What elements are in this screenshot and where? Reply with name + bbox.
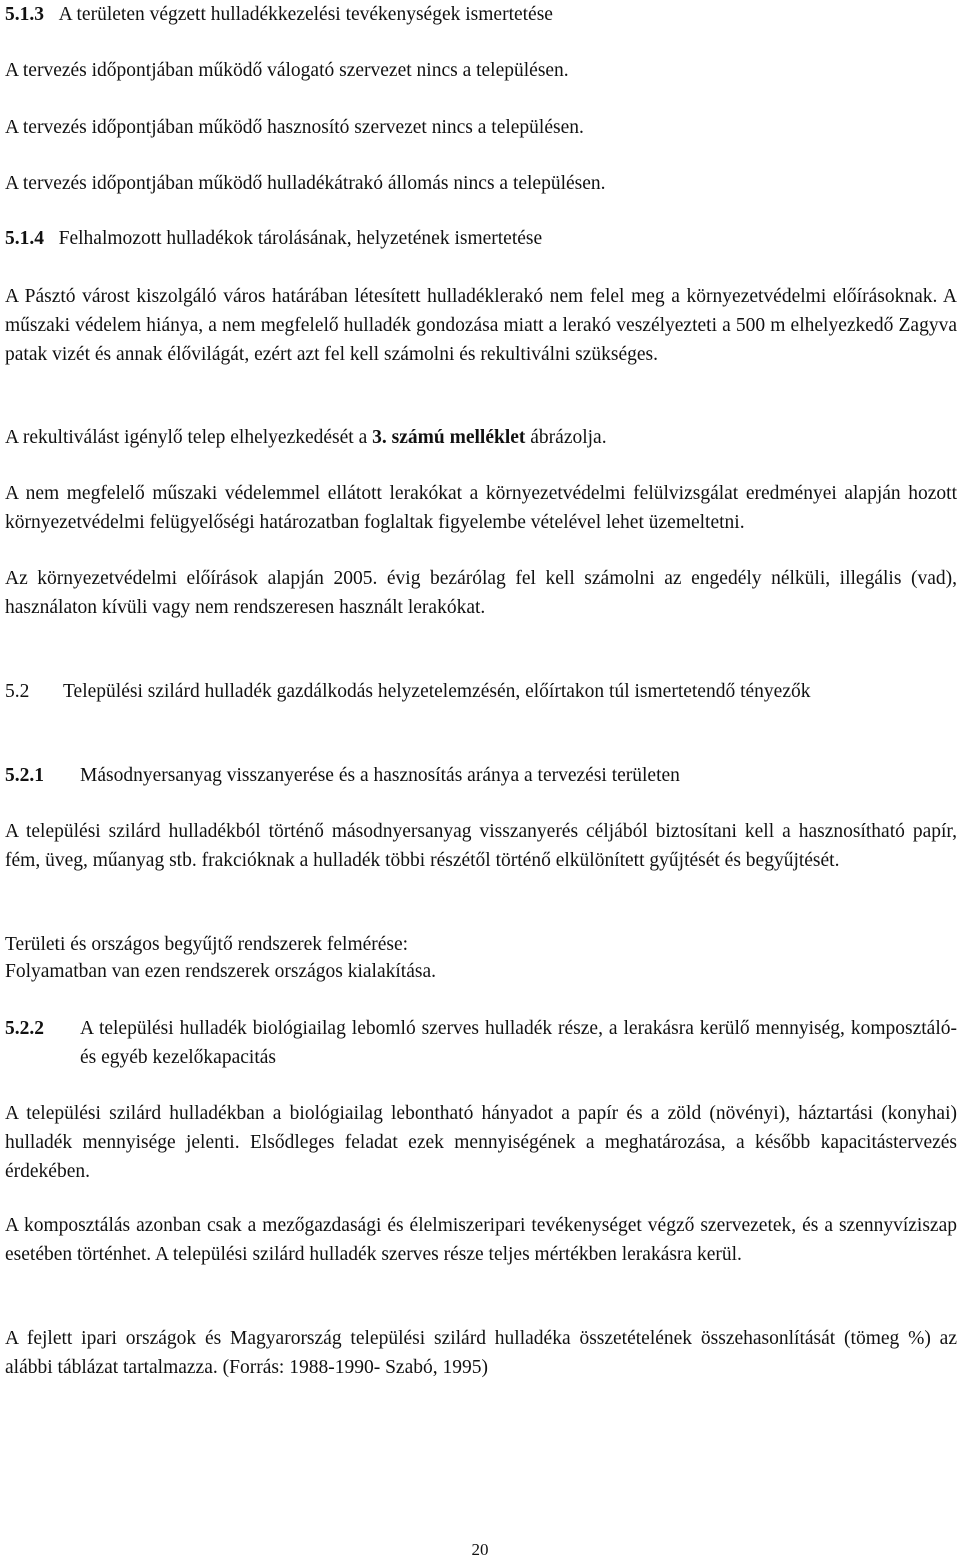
section-title: A területen végzett hulladékkezelési tevékenységek ismertetése — [58, 4, 553, 25]
paragraph-2005: Az környezetvédelmi előírások alapján 2005. évig bezárólag fel kell számolni az engedély nélküli, illegális (vad), használaton kívüli vagy nem rendszeresen használt lerakókat. — [5, 568, 957, 618]
paragraph-valogato: A tervezés időpontjában működő válogató szervezet nincs a településen. — [5, 60, 569, 81]
annex-reference: 3. számú melléklet — [372, 427, 526, 448]
section-number: 5.1.4 — [5, 228, 44, 249]
paragraph-begyujto-1: Területi és országos begyűjtő rendszerek felmérése: — [5, 934, 409, 955]
section-title: Másodnyersanyag visszanyerése és a hasznosítás aránya a tervezési területen — [80, 765, 680, 786]
paragraph-biologiai: A települési szilárd hulladékban a biológiailag lebontható hányadot a papír és a zöld (növényi), háztartási (konyhai) hulladék mennyisége jelenti. Elsődleges feladat ezek mennyiségének a meghatározása, a később kapacitástervezés érdekében. — [5, 1103, 957, 1182]
section-title: Települési szilárd hulladék gazdálkodás helyzetelemzésén, előírtakon túl ismertetendő tényezők — [63, 681, 811, 702]
section-number: 5.2.2 — [5, 1018, 44, 1039]
text-run: ábrázolja. — [525, 427, 607, 448]
paragraph-osszetetel: A fejlett ipari országok és Magyarország települési szilárd hulladéka összetételének összehasonlítását (tömeg %) az alábbi táblázat tartalmazza. (Forrás: 1988-1990- Szabó, 1995) — [5, 1328, 957, 1378]
page-number: 20 — [471, 1540, 489, 1559]
paragraph-atrako: A tervezés időpontjában működő hulladékátrakó állomás nincs a településen. — [5, 173, 606, 194]
heading-5-1-3 — [5, 0, 957, 29]
paragraph-masodnyersanyag: A települési szilárd hulladékból történő másodnyersanyag visszanyerés céljából biztosítani kell a hasznosítható papír, fém, üveg, műanyag stb. frakcióknak a hulladék többi részétől történő elkülönített gyűjtését és begyűjtését. — [5, 821, 957, 871]
section-number: 5.1.3 — [5, 4, 44, 25]
paragraph-begyujto-2: Folyamatban van ezen rendszerek országos kialakítása. — [5, 961, 436, 982]
section-number: 5.2 — [5, 681, 30, 702]
paragraph-nem-megfelelo: A nem megfelelő műszaki védelemmel ellátott lerakókat a környezetvédelmi felülvizsgálat eredményei alapján hozott környezetvédelmi felügyelőségi határozatban foglaltak figyelembe vételével lehet üzemeltetni. — [5, 483, 957, 533]
paragraph-komposztalas: A komposztálás azonban csak a mezőgazdasági és élelmiszeripari tevékenységet végző szervezetek, és a szennyvíziszap esetében történhet. A települési szilárd hulladék szerves része teljes mértékben lerakásra kerül. — [5, 1215, 957, 1265]
section-number: 5.2.1 — [5, 765, 44, 786]
section-title: A települési hulladék biológiailag lebomló szerves hulladék része, a lerakásra kerülő mennyiség, komposztáló- és egyéb kezelőkapacitás — [80, 1018, 957, 1068]
section-title: Felhalmozott hulladékok tárolásának, helyzetének ismertetése — [58, 228, 543, 249]
heading-5-2 — [5, 677, 957, 735]
text-run: A rekultiválást igénylő telep elhelyezkedését a — [5, 427, 373, 448]
heading-5-2-2 — [5, 1014, 957, 1072]
heading-5-1-4 — [5, 224, 957, 253]
paragraph-rekultivalas — [5, 423, 957, 452]
heading-5-2-1 — [5, 761, 957, 790]
paragraph-paszto-lerako: A Pásztó várost kiszolgáló város határában létesített hulladéklerakó nem felel meg a környezetvédelmi előírásoknak. A műszaki védelem hiánya, a nem megfelelő hulladék gondozása miatt a lerakó veszélyezteti a 500 m elhelyezkedő Zagyva patak vizét és annak élővilágát, ezért azt fel kell számolni és rekultiválni szükséges. — [5, 286, 957, 365]
paragraph-hasznosito: A tervezés időpontjában működő hasznosító szervezet nincs a településen. — [5, 117, 584, 138]
